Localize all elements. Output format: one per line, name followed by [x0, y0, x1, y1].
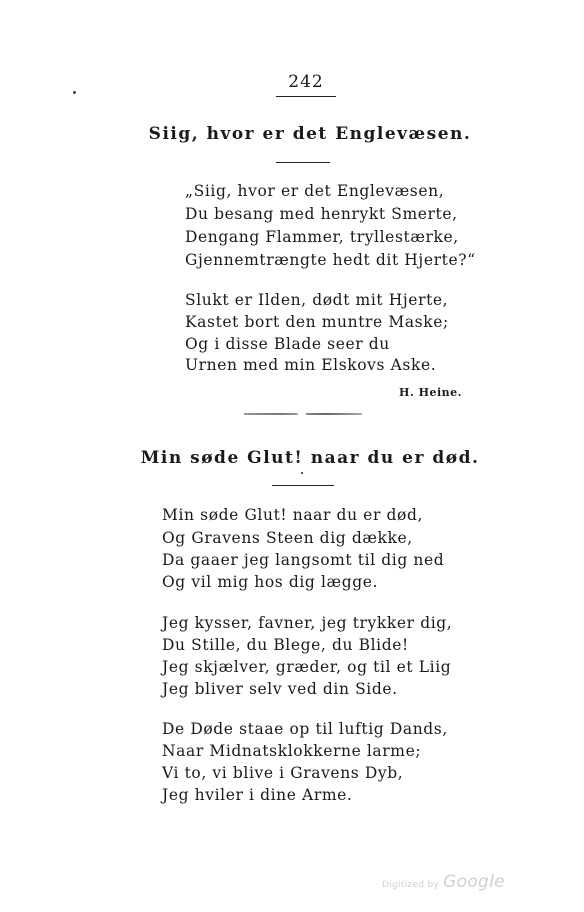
- poem2-s1-line3: Da gaaer jeg langsomt til dig ned: [162, 551, 445, 569]
- poem1-s1-line4: Gjennemtrængte hedt dit Hjerte?“: [185, 251, 476, 269]
- poem2-s1-line4: Og vil mig hos dig lægge.: [162, 573, 379, 591]
- poem1-title-rule: [276, 162, 330, 163]
- poem2-s2-line3: Jeg skjælver, græder, og til et Liig: [162, 658, 452, 676]
- poem1-title: Siig, hvor er det Englevæsen.: [148, 124, 472, 144]
- poem1-s2-line4: Urnen med min Elskovs Aske.: [185, 356, 437, 374]
- poem2-title: Min søde Glut! naar du er død.: [140, 448, 480, 468]
- poem2-s3-line3: Vi to, vi blive i Gravens Dyb,: [162, 764, 404, 782]
- section-divider: [244, 413, 362, 415]
- poem2-s2-line1: Jeg kysser, favner, jeg trykker dig,: [162, 614, 453, 632]
- poem2-s3-line2: Naar Midnatsklokkerne larme;: [162, 742, 422, 760]
- page-number: 242: [288, 72, 324, 92]
- poem2-s1-line1: Min søde Glut! naar du er død,: [162, 506, 423, 524]
- poem1-attribution: H. Heine.: [399, 386, 462, 399]
- poem1-s1-line1: „Siig, hvor er det Englevæsen,: [185, 182, 445, 200]
- page-number-rule: [276, 96, 336, 97]
- poem2-title-rule: [272, 485, 334, 486]
- watermark-small-text: Digitized by: [382, 880, 440, 890]
- speck-mark: [73, 91, 76, 94]
- poem2-s3-line4: Jeg hviler i dine Arme.: [162, 786, 353, 804]
- title-dot: [301, 472, 303, 474]
- poem1-s2-line2: Kastet bort den muntre Maske;: [185, 313, 449, 331]
- poem1-s2-line3: Og i disse Blade seer du: [185, 335, 390, 353]
- poem1-s2-line1: Slukt er Ilden, dødt mit Hjerte,: [185, 291, 449, 309]
- poem1-s1-line2: Du besang med henrykt Smerte,: [185, 205, 458, 223]
- poem2-s2-line2: Du Stille, du Blege, du Blide!: [162, 636, 409, 654]
- poem2-s2-line4: Jeg bliver selv ved din Side.: [162, 680, 398, 698]
- poem1-s1-line3: Dengang Flammer, tryllestærke,: [185, 228, 459, 246]
- poem2-s1-line2: Og Gravens Steen dig dække,: [162, 529, 413, 547]
- watermark-logo-text: Google: [443, 872, 505, 892]
- poem2-s3-line1: De Døde staae op til luftig Dands,: [162, 720, 448, 738]
- digitized-watermark: [382, 872, 505, 892]
